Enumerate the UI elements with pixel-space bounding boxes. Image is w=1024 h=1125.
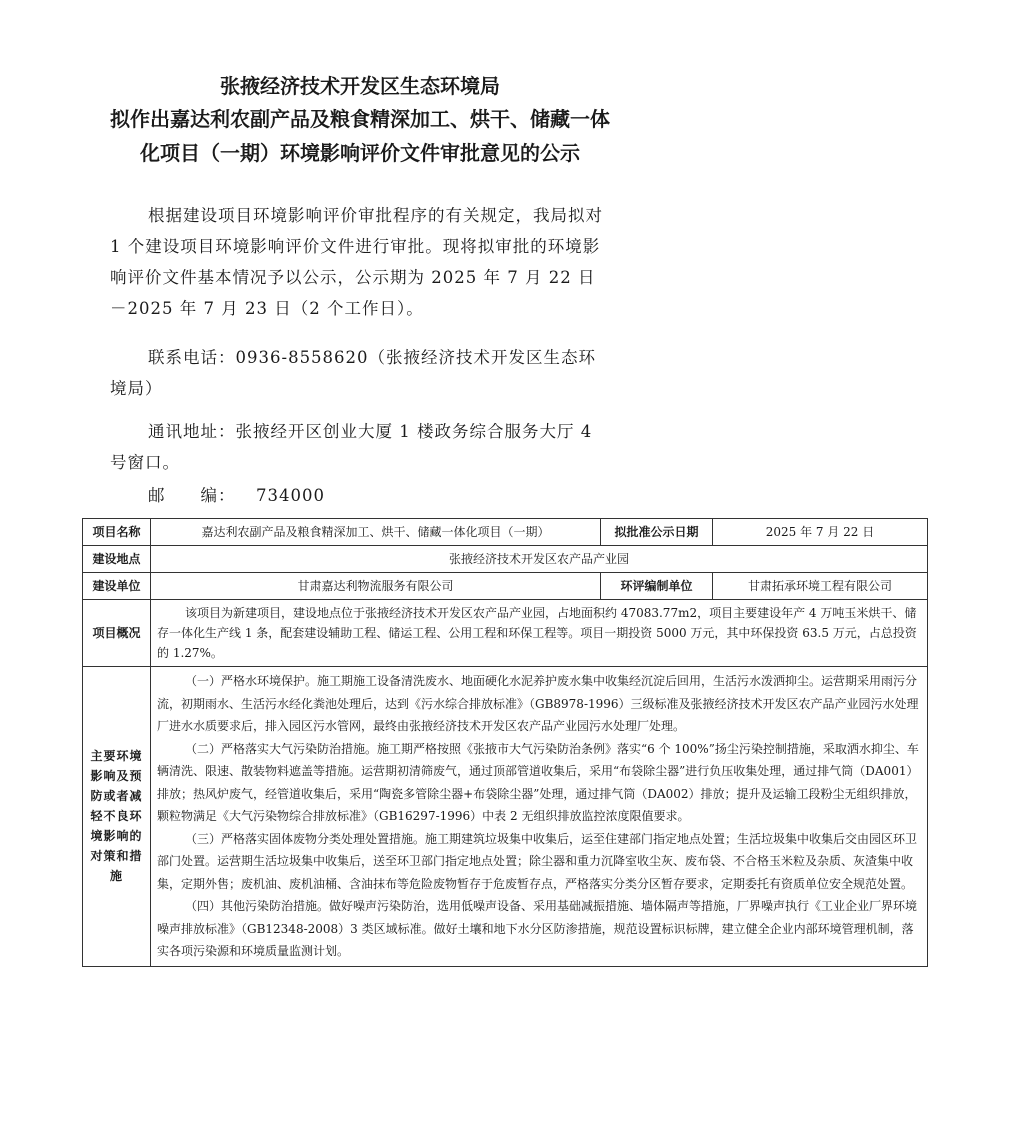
- table-row: [83, 600, 928, 667]
- publicity-date-label: 拟批准公示日期: [601, 519, 713, 546]
- measure-other: （四）其他污染防治措施。做好噪声污染防治，选用低噪声设备、采用基础减振措施、墙体隔声等措施，厂界噪声执行《工业企业厂界环境噪声排放标准》（GB12348-2008）3 类区域标准。做好土壤和地下水分区防渗措施，规范设置标识标牌，建立健全企业内部环境管理机制，落实各项污染源和环境质量监测计划。: [157, 899, 918, 958]
- eia-unit-label: 环评编制单位: [601, 573, 713, 600]
- builder-value: 甘肃嘉达利物流服务有限公司: [151, 573, 601, 600]
- project-name-value: 嘉达利农副产品及粮食精深加工、烘干、储藏一体化项目（一期）: [151, 519, 601, 546]
- postal-label: 邮 编：: [148, 486, 236, 505]
- project-name-label: 项目名称: [83, 519, 151, 546]
- measures-label: 主要环境影响及预防或者减轻不良环境影响的对策和措施: [83, 667, 151, 967]
- publicity-date-value: 2025 年 7 月 22 日: [713, 519, 928, 546]
- location-value: 张掖经济技术开发区农产品产业园: [151, 546, 928, 573]
- measure-water: （一）严格水环境保护。施工期施工设备清洗废水、地面硬化水泥养护废水集中收集经沉淀后回用，生活污水泼洒抑尘。运营期采用雨污分流，初期雨水、生活污水经化粪池处理后，达到《污水综合排放标准》（GB8978-1996）三级标准及张掖经济技术开发区农产品产业园污水处理厂进水水质要求后，排入园区污水管网，最终由张掖经济技术开发区农产品产业园污水处理厂处理。: [157, 674, 919, 733]
- measures-cell: [151, 667, 928, 967]
- contact-phone: 联系电话：0936-8558620（张掖经济技术开发区生态环境局）: [110, 348, 597, 398]
- table-row: [83, 519, 928, 546]
- builder-label: 建设单位: [83, 573, 151, 600]
- measure-air: （二）严格落实大气污染防治措施。施工期严格按照《张掖市大气污染防治条例》落实“6 个 100%”扬尘污染控制措施，采取洒水抑尘、车辆清洗、限速、散装物料遮盖等措施。运营期初清筛废气，通过顶部管道收集后，采用“布袋除尘器”进行负压收集处理，通过排气筒（DA001）排放；热风炉废气，经管道收集后，采用“陶瓷多管除尘器+布袋除尘器”处理，通过排气筒（DA002）排放；提升及运输工段粉尘无组织排放，颗粒物满足《大气污染物综合排放标准》（GB16297-1996）中表 2 无组织排放监控浓度限值要求。: [157, 741, 919, 823]
- title-line-1: 张掖经济技术开发区生态环境局: [220, 74, 500, 98]
- title-line-2: 拟作出嘉达利农副产品及粮食精深加工、烘干、储藏一体: [110, 107, 610, 131]
- measure-solid-waste: （三）严格落实固体废物分类处理处置措施。施工期建筑垃圾集中收集后，运至住建部门指定地点处置；生活垃圾集中收集后交由园区环卫部门处置。运营期生活垃圾集中收集后，送至环卫部门指定地点处置；除尘器和重力沉降室收尘灰、废布袋、不合格玉米粒及杂质、灰渣集中收集，定期外售；废机油、废机油桶、含油抹布等危险废物暂存于危废暂存点，严格落实分类分区暂存要求，定期委托有资质单位安全规范处置。: [157, 831, 918, 891]
- table-row: [83, 546, 928, 573]
- overview-text: 该项目为新建项目，建设地点位于张掖经济技术开发区农产品产业园，占地面积约 47083.77m2，项目主要建设年产 4 万吨玉米烘干、储存一体化生产线 1 条，配套建设辅助工程、储运工程、公用工程和环保工程等。项目一期投资 5000 万元，其中环保投资 63.5 万元，占总投资的 1.27%。: [151, 600, 928, 667]
- postal-code: [148, 480, 648, 511]
- overview-label: 项目概况: [83, 600, 151, 667]
- location-label: 建设地点: [83, 546, 151, 573]
- postal-value: 734000: [256, 486, 325, 505]
- eia-unit-value: 甘肃拓承环境工程有限公司: [713, 573, 928, 600]
- contact-address: 通讯地址：张掖经开区创业大厦 1 楼政务综合服务大厅 4 号窗口。: [110, 422, 593, 472]
- project-info-table: [82, 518, 928, 967]
- table-row: [83, 667, 928, 967]
- title-line-3: 化项目（一期）环境影响评价文件审批意见的公示: [140, 141, 580, 165]
- table-row: [83, 573, 928, 600]
- intro-paragraph: 根据建设项目环境影响评价审批程序的有关规定，我局拟对 1 个建设项目环境影响评价文件进行审批。现将拟审批的环境影响评价文件基本情况予以公示，公示期为 2025 年 7 月 22 日－2025 年 7 月 23 日（2 个工作日）。: [110, 206, 603, 318]
